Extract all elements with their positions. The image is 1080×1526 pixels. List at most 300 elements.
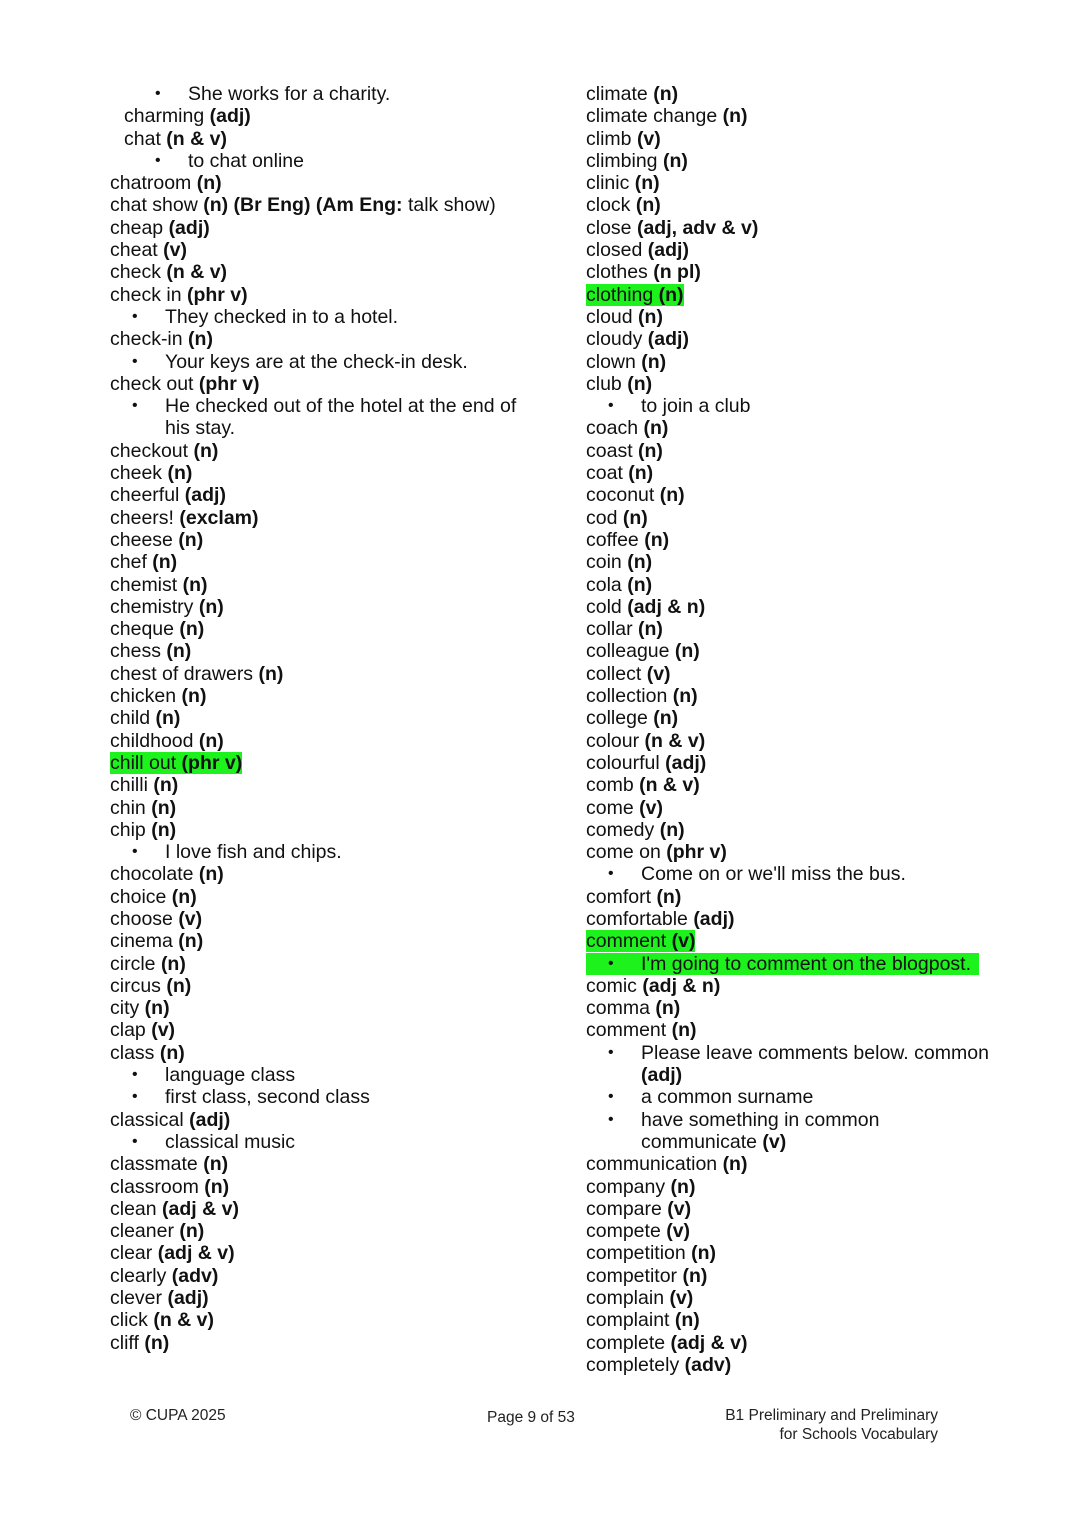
part-of-speech: (phr v) [666, 841, 727, 864]
headword: coach [586, 417, 639, 440]
headword: chemistry [110, 595, 194, 618]
entry-text [586, 774, 700, 796]
vocab-entry [586, 997, 1006, 1019]
part-of-speech: (n) [178, 528, 204, 551]
example-text: to chat online [188, 149, 305, 172]
headword: chocolate [110, 863, 194, 886]
headword: childhood [110, 729, 194, 752]
vocab-entry [110, 752, 550, 774]
entry-text [586, 819, 685, 841]
entry-text [110, 217, 210, 239]
headword: completely [586, 1353, 680, 1376]
part-of-speech: (phr v) [198, 372, 260, 395]
part-of-speech: (adj) [168, 216, 210, 239]
headword: climbing [586, 149, 658, 172]
vocab-entry [110, 1220, 550, 1242]
part-of-speech: (adj & v) [162, 1197, 239, 1220]
entry-text [110, 1309, 214, 1331]
vocab-entry [110, 819, 550, 841]
entry-text [586, 1309, 700, 1331]
part-of-speech: (n) [182, 573, 208, 596]
vocab-entry [586, 261, 1006, 283]
vocab-entry [110, 797, 550, 819]
footer-page-number: Page 9 of 53 [487, 1409, 575, 1426]
vocab-entry [110, 217, 550, 239]
headword: cheers! [110, 506, 174, 529]
highlight [110, 752, 242, 774]
left-column [110, 83, 550, 1354]
part-of-speech: (adj & v) [670, 1331, 748, 1354]
part-of-speech: (adj) [693, 907, 735, 930]
headword: coat [586, 462, 623, 485]
vocab-entry [110, 908, 550, 930]
vocab-entry [110, 194, 550, 216]
part-of-speech: (n) [204, 1175, 230, 1198]
vocab-entry [586, 551, 1006, 573]
headword: classroom [110, 1175, 199, 1198]
example-text: I'm going to comment on the blogpost. [641, 952, 971, 975]
part-of-speech: (n) [722, 1153, 748, 1176]
part-of-speech: (n) [193, 439, 219, 462]
headword: classmate [110, 1153, 198, 1176]
part-of-speech: (n & v) [153, 1309, 215, 1332]
part-of-speech: (n) [671, 1019, 697, 1042]
headword: complain [586, 1287, 665, 1310]
headword: coffee [586, 528, 639, 551]
vocab-entry [110, 774, 550, 796]
headword: coin [586, 551, 622, 574]
headword: closed [586, 239, 643, 262]
entry-text [586, 685, 698, 707]
part-of-speech: (adj & n) [642, 974, 721, 997]
vocab-entry [586, 1153, 1006, 1175]
entry-text [586, 105, 748, 127]
entry-text [586, 1242, 716, 1264]
vocab-entry [110, 663, 550, 685]
part-of-speech: (n & v) [166, 127, 227, 150]
headword: cold [586, 595, 622, 618]
vocab-entry [110, 930, 550, 952]
example-text: to join a club [641, 395, 751, 418]
part-of-speech: (v) [163, 239, 187, 262]
vocab-entry [586, 217, 1006, 239]
part-of-speech: (n & v) [644, 729, 706, 752]
part-of-speech: (v) [151, 1019, 176, 1042]
part-of-speech: (v) [636, 127, 661, 150]
vocab-entry [586, 1287, 1006, 1309]
footer-title [716, 1406, 938, 1444]
vocab-entry [110, 239, 550, 261]
entry-text [110, 640, 191, 662]
part-of-speech: (n) [627, 372, 653, 395]
headword: colour [586, 729, 640, 752]
part-of-speech: (n) [188, 328, 213, 351]
headword: chef [110, 551, 147, 574]
part-of-speech: (n) [655, 997, 681, 1020]
part-of-speech: (adj) [209, 105, 251, 128]
part-of-speech: (n) [638, 305, 663, 328]
part-of-speech: (phr v) [181, 751, 243, 774]
headword: coconut [586, 484, 655, 507]
entry-text [586, 217, 758, 239]
example-text: (adj) [641, 1064, 683, 1087]
entry-text [586, 507, 648, 529]
headword: chin [110, 796, 146, 819]
headword: cheat [110, 239, 158, 262]
entry-text [586, 194, 661, 216]
part-of-speech: (n & v) [166, 261, 228, 284]
part-of-speech: (n) [198, 863, 224, 886]
headword: cheap [110, 216, 164, 239]
headword: communication [586, 1153, 718, 1176]
vocab-entry [586, 373, 1006, 395]
part-of-speech: (n) [674, 640, 700, 663]
headword: cheerful [110, 484, 180, 507]
headword: check in [110, 283, 182, 306]
headword: chest of drawers [110, 662, 254, 685]
entry-text [586, 1019, 697, 1041]
vocab-entry [586, 440, 1006, 462]
headword: cloud [586, 305, 633, 328]
vocab-entry [586, 663, 1006, 685]
headword: cloudy [586, 328, 643, 351]
part-of-speech: (adj) [184, 484, 226, 507]
headword: comb [586, 774, 634, 797]
vocab-entry [586, 529, 1006, 551]
entry-text [586, 440, 663, 462]
vocab-entry [586, 239, 1006, 261]
highlight [586, 953, 979, 975]
vocab-entry [586, 462, 1006, 484]
part-of-speech: (v) [639, 796, 663, 819]
entry-text [586, 128, 661, 150]
entry-text [586, 574, 652, 596]
part-of-speech: (n) [144, 997, 170, 1020]
part-of-speech: (n) [151, 796, 177, 819]
part-of-speech: (n) [634, 172, 660, 195]
vocab-entry [586, 83, 1006, 105]
entry-text [110, 440, 218, 462]
part-of-speech: (v) [671, 930, 696, 953]
headword: cheque [110, 618, 174, 641]
entry-text [586, 596, 705, 618]
vocab-entry [586, 1265, 1006, 1287]
entry-text [586, 730, 705, 752]
entry-text [586, 1198, 691, 1220]
vocab-entry [110, 1265, 550, 1287]
vocab-entry [110, 507, 550, 529]
vocab-entry [586, 1198, 1006, 1220]
vocab-entry [110, 484, 550, 506]
part-of-speech: (n) [179, 1220, 205, 1243]
footer-copyright: © CUPA 2025 [130, 1407, 226, 1424]
part-of-speech: (n) [638, 618, 663, 641]
part-of-speech: (adv) [684, 1353, 732, 1376]
vocab-entry [110, 975, 550, 997]
entry-text [586, 752, 706, 774]
vocab-entry [586, 930, 1006, 952]
headword: chat [124, 127, 161, 150]
example-text: have something in common [641, 1108, 880, 1131]
entry-text [586, 1332, 747, 1354]
part-of-speech: (n) [160, 952, 186, 975]
part-of-speech: (n) [656, 885, 682, 908]
entry-text [110, 1176, 229, 1198]
vocab-entry [586, 1176, 1006, 1198]
entry-text [110, 663, 283, 685]
headword: comma [586, 997, 650, 1020]
part-of-speech: (n) [670, 1175, 696, 1198]
entry-text [110, 618, 204, 640]
part-of-speech: (n) [691, 1242, 717, 1265]
headword: circle [110, 952, 156, 975]
vocab-entry [586, 975, 1006, 997]
example-text: Your keys are at the check-in desk. [165, 350, 468, 373]
headword: climate change [586, 105, 718, 128]
entry-text [110, 863, 224, 885]
part-of-speech: (n) [653, 83, 679, 105]
part-of-speech: (n) [198, 595, 224, 618]
headword: chatroom [110, 172, 192, 195]
vocab-entry [586, 640, 1006, 662]
part-of-speech: (adj & n) [627, 595, 706, 618]
example-continuation [586, 1064, 1006, 1086]
example-bullet [110, 83, 550, 105]
headword: chilli [110, 774, 148, 797]
entry-text [586, 261, 701, 283]
headword: circus [110, 974, 161, 997]
entry-text [586, 886, 681, 908]
entry-text [586, 1354, 731, 1376]
part-of-speech: (n) [167, 462, 193, 485]
headword: chicken [110, 685, 177, 708]
entry-text [110, 1265, 218, 1287]
headword: cod [586, 506, 618, 529]
entry-text [110, 707, 180, 729]
entry-text [110, 551, 177, 573]
entry-text [110, 730, 224, 752]
vocab-entry [586, 797, 1006, 819]
example-bullet [586, 395, 1006, 417]
entry-text [110, 819, 176, 841]
entry-text [586, 707, 678, 729]
vocab-entry [110, 730, 550, 752]
entry-text [110, 239, 187, 261]
highlight [586, 284, 684, 306]
vocab-entry [110, 462, 550, 484]
headword: close [586, 216, 632, 239]
part-of-speech: (adj) [167, 1287, 209, 1310]
entry-text [110, 507, 259, 529]
entry-text [586, 1220, 690, 1242]
vocab-entry [586, 819, 1006, 841]
example-text: language class [165, 1064, 296, 1087]
vocab-entry [586, 284, 1006, 306]
headword: cinema [110, 930, 173, 953]
vocab-entry [586, 1242, 1006, 1264]
vocab-entry [110, 640, 550, 662]
entry-text [586, 908, 734, 930]
headword: coast [586, 439, 633, 462]
vocab-entry [110, 1332, 550, 1354]
part-of-speech: (exclam) [179, 506, 259, 529]
headword: clearly [110, 1264, 167, 1287]
example-bullet [586, 1042, 1006, 1064]
part-of-speech: (n pl) [653, 261, 701, 284]
example-text: He checked out of the hotel at the end of [165, 395, 517, 418]
entry-text [586, 484, 685, 506]
vocab-entry [110, 863, 550, 885]
entry-text [110, 1198, 239, 1220]
headword: comedy [586, 818, 655, 841]
entry-text [586, 306, 663, 328]
headword: chemist [110, 573, 178, 596]
entry-text [110, 328, 213, 350]
entry-text [586, 172, 660, 194]
headword: cheek [110, 462, 163, 485]
headword: clothing [586, 283, 654, 306]
vocab-entry [586, 172, 1006, 194]
vocab-entry [110, 1287, 550, 1309]
headword: cheese [110, 528, 173, 551]
vocab-entry [586, 417, 1006, 439]
example-continuation [110, 417, 550, 439]
entry-text [586, 150, 688, 172]
example-bullet [110, 306, 550, 328]
headword: check [110, 261, 161, 284]
vocab-entry [586, 908, 1006, 930]
part-of-speech: (n) [722, 105, 748, 128]
vocab-entry [586, 752, 1006, 774]
entry-text [110, 1332, 169, 1354]
headword: come on [586, 841, 661, 864]
entry-text [110, 997, 170, 1019]
part-of-speech: (adj) [189, 1108, 231, 1131]
entry-text [586, 975, 720, 997]
part-of-speech: (v) [646, 662, 671, 685]
vocab-entry [110, 1109, 550, 1131]
vocab-entry [586, 596, 1006, 618]
vocab-entry [586, 194, 1006, 216]
vocab-entry [110, 172, 550, 194]
part-of-speech: (n) [638, 439, 663, 462]
example-bullet [110, 351, 550, 373]
headword: comment [586, 930, 667, 953]
example-bullet [586, 1086, 1006, 1108]
vocab-entry [110, 440, 550, 462]
headword: child [110, 707, 151, 730]
headword: clown [586, 350, 636, 373]
vocab-entry [586, 484, 1006, 506]
vocab-entry [586, 774, 1006, 796]
headword: classical [110, 1108, 184, 1131]
headword: collect [586, 662, 642, 685]
headword: collar [586, 618, 633, 641]
vocab-entry [110, 373, 550, 395]
example-text: first class, second class [165, 1086, 370, 1109]
part-of-speech: (n) [155, 707, 181, 730]
headword: college [586, 707, 648, 730]
headword: company [586, 1175, 666, 1198]
entry-text [586, 239, 689, 261]
example-text: Come on or we'll miss the bus. [641, 863, 906, 886]
entry-text [586, 997, 680, 1019]
headword: cliff [110, 1331, 139, 1354]
vocab-entry [586, 707, 1006, 729]
vocab-entry [110, 1153, 550, 1175]
headword: colleague [586, 640, 670, 663]
entry-text [110, 774, 178, 796]
headword: check out [110, 372, 194, 395]
entry-text [110, 194, 496, 216]
example-bullet [110, 1064, 550, 1086]
part-of-speech: (n) [622, 506, 648, 529]
vocab-entry [110, 128, 550, 150]
entry-text [586, 1153, 747, 1175]
alt-form: talk show) [402, 194, 496, 217]
example-bullet [586, 863, 1006, 885]
example-text: a common surname [641, 1086, 814, 1109]
example-text: I love fish and chips. [165, 841, 342, 864]
headword: competitor [586, 1264, 678, 1287]
headword: city [110, 997, 140, 1020]
entry-text [110, 172, 222, 194]
vocab-entry [586, 507, 1006, 529]
example-text: They checked in to a hotel. [165, 305, 399, 328]
entry-text [110, 1042, 185, 1064]
example-bullet [110, 1086, 550, 1108]
vocab-entry [586, 730, 1006, 752]
vocab-entry [110, 1242, 550, 1264]
entry-text [586, 328, 689, 350]
vocab-entry [586, 105, 1006, 127]
entry-text [110, 261, 227, 283]
entry-text [110, 953, 186, 975]
entry-text [586, 83, 678, 105]
entry-text [110, 574, 208, 596]
headword: clean [110, 1197, 157, 1220]
headword: cola [586, 573, 622, 596]
entry-text [110, 908, 202, 930]
entry-text [110, 1153, 228, 1175]
headword: choose [110, 907, 173, 930]
vocab-entry [586, 1332, 1006, 1354]
part-of-speech: (n) [682, 1264, 708, 1287]
part-of-speech: (n) [151, 818, 177, 841]
headword: chat show [110, 194, 198, 217]
example-bullet [586, 1109, 1006, 1131]
entry-text [110, 462, 192, 484]
part-of-speech: (n) [659, 484, 685, 507]
vocab-entry [586, 306, 1006, 328]
footer-title-line-2: for Schools Vocabulary [779, 1426, 938, 1443]
entry-text [586, 351, 666, 373]
entry-text [586, 1265, 707, 1287]
part-of-speech: (n) [153, 774, 179, 797]
vocab-entry [586, 574, 1006, 596]
headword: clever [110, 1287, 163, 1310]
entry-text [586, 462, 653, 484]
part-of-speech: (n) [198, 729, 224, 752]
part-of-speech: (phr v) [186, 283, 248, 306]
entry-text [586, 417, 668, 439]
headword: comfortable [586, 907, 688, 930]
headword: collection [586, 685, 668, 708]
part-of-speech: (v) [667, 1197, 692, 1220]
vocab-entry [110, 529, 550, 551]
part-of-speech: (adj) [647, 239, 689, 262]
entry-text [110, 284, 248, 306]
